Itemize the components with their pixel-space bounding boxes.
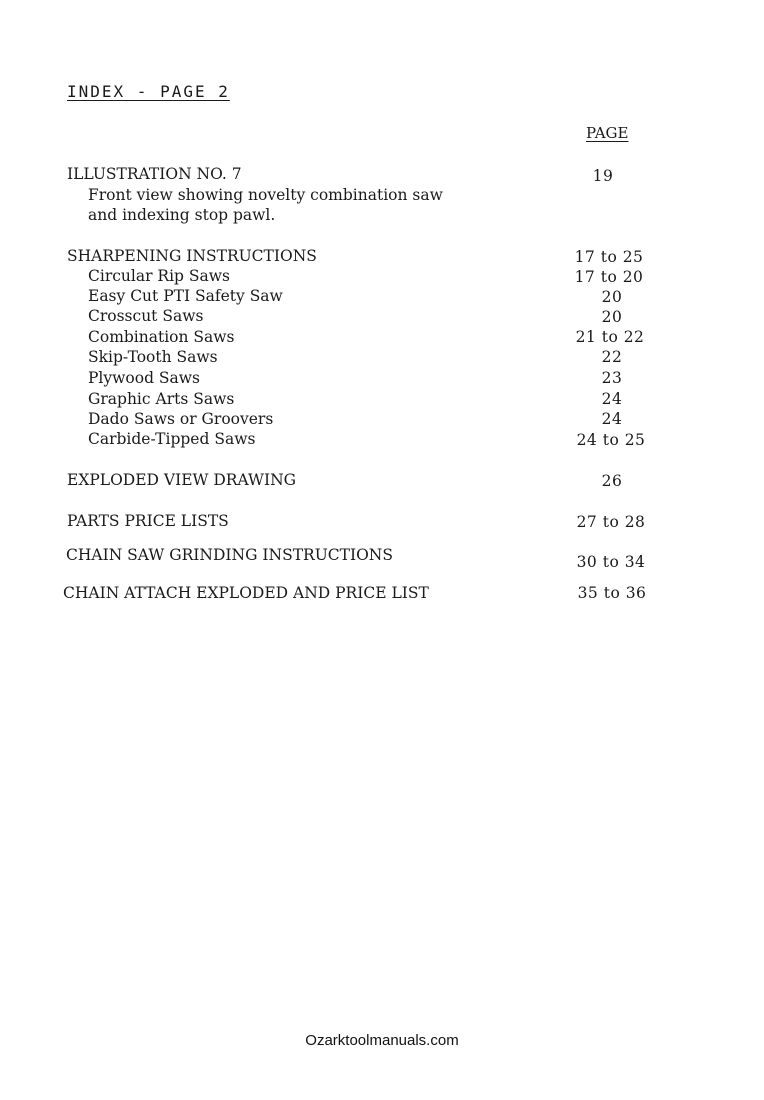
- entry-page-chain-saw-grinding: 30 to 34: [576, 553, 646, 571]
- entry-page-circular-rip: 17 to 20: [574, 268, 644, 286]
- entry-page-exploded-view: 26: [601, 472, 623, 490]
- entry-page-graphic-arts: 24: [601, 390, 623, 408]
- index-heading: INDEX - PAGE 2: [67, 82, 230, 101]
- entry-title-easy-cut: Easy Cut PTI Safety Saw: [88, 287, 283, 305]
- entry-page-skip-tooth: 22: [601, 348, 623, 366]
- entry-page-carbide: 24 to 25: [576, 431, 646, 449]
- entry-title-graphic-arts: Graphic Arts Saws: [88, 390, 235, 408]
- entry-page-parts-price: 27 to 28: [576, 513, 646, 531]
- entry-title-dado: Dado Saws or Groovers: [88, 410, 274, 428]
- entry-title-parts-price: PARTS PRICE LISTS: [67, 512, 229, 530]
- entry-title-plywood: Plywood Saws: [88, 369, 201, 387]
- entry-title-exploded-view: EXPLODED VIEW DRAWING: [67, 471, 297, 489]
- entry-title-chain-saw-grinding: CHAIN SAW GRINDING INSTRUCTIONS: [66, 546, 393, 564]
- entry-title-combination: Combination Saws: [88, 328, 235, 346]
- entry-page-easy-cut: 20: [601, 288, 623, 306]
- entry-page-crosscut: 20: [601, 308, 623, 326]
- entry-page-combination: 21 to 22: [575, 328, 645, 346]
- entry-title-circular-rip: Circular Rip Saws: [88, 267, 230, 285]
- entry-page-sharpening: 17 to 25: [574, 248, 644, 266]
- footer-site-label: Ozarktoolmanuals.com: [305, 1032, 459, 1049]
- entry-page-plywood: 23: [601, 369, 623, 387]
- entry-page-chain-attach: 35 to 36: [577, 584, 647, 602]
- entry-desc-line-1: Front view showing novelty combination saw: [88, 186, 443, 204]
- entry-page-dado: 24: [601, 410, 623, 428]
- entry-desc-line-2: and indexing stop pawl.: [88, 206, 276, 224]
- entry-title-sharpening: SHARPENING INSTRUCTIONS: [67, 247, 317, 265]
- entry-title-illustration: ILLUSTRATION NO. 7: [67, 165, 242, 183]
- entry-title-carbide: Carbide-Tipped Saws: [88, 430, 256, 448]
- page-column-heading: PAGE: [586, 124, 629, 142]
- entry-page-illustration: 19: [592, 167, 614, 185]
- entry-title-crosscut: Crosscut Saws: [88, 307, 204, 325]
- entry-title-chain-attach: CHAIN ATTACH EXPLODED AND PRICE LIST: [63, 584, 429, 602]
- entry-title-skip-tooth: Skip-Tooth Saws: [88, 348, 218, 366]
